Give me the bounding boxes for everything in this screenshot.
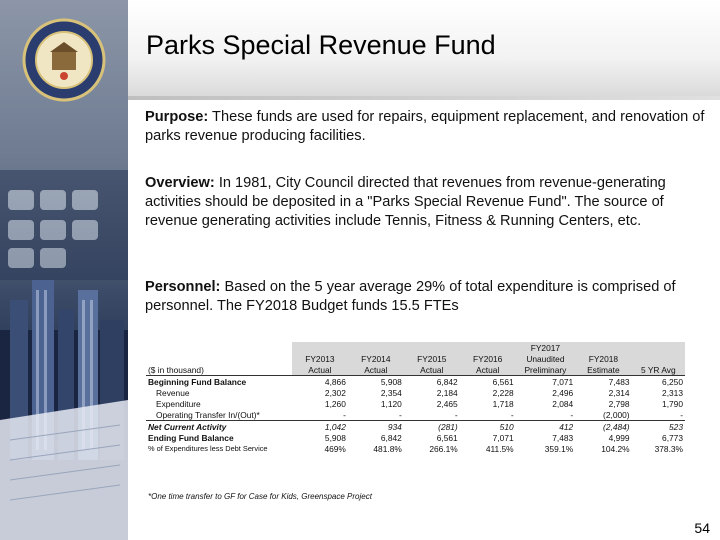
table-header-cell: FY2018: [575, 353, 631, 364]
table-units-label: ($ in thousand): [148, 365, 204, 375]
table-cell: 2,084: [552, 398, 574, 409]
table-header-cell: Actual: [292, 364, 348, 376]
overview-text: In 1981, City Council directed that revenues from revenue-generating activities should be deposited in a "Parks Special Revenue Fund". The source of revenue generating activities include Tennis, Fitness & Running Centers, etc.: [145, 175, 666, 229]
table-cell: 6,842: [380, 432, 402, 443]
purpose-label: Purpose:: [145, 109, 209, 125]
table-cell: 2,798: [608, 398, 630, 409]
table-cell: 7,071: [516, 376, 576, 388]
table-cell: 5,908: [324, 432, 346, 443]
table-cell: 7,483: [575, 376, 631, 388]
table-cell: -: [510, 409, 514, 420]
table-cell: 1,718: [492, 398, 514, 409]
table-header-cell: [292, 342, 348, 353]
overview-label: Overview:: [145, 175, 215, 191]
table-footnote: *One time transfer to GF for Case for Kids, Greenspace Project: [148, 492, 372, 501]
table-row-label: Net Current Activity: [146, 421, 292, 433]
table-row: [146, 421, 685, 433]
table-cell: 2,496: [552, 387, 574, 398]
table-row-label: Beginning Fund Balance: [146, 376, 292, 388]
table-cell: 2,354: [380, 387, 402, 398]
table-row: [146, 398, 685, 409]
slide-title: Parks Special Revenue Fund: [146, 30, 496, 60]
table-header-cell: [575, 342, 631, 353]
table-cell: (281): [404, 421, 460, 433]
table-cell: -: [343, 409, 346, 420]
fund-summary-table-image: [140, 340, 685, 510]
table-cell: 6,561: [460, 376, 516, 388]
table-cell: (2,000): [603, 409, 630, 420]
table-cell: 2,313: [662, 387, 683, 398]
table-row: [146, 409, 685, 421]
table-row-label: Ending Fund Balance: [148, 432, 234, 443]
table-cell: 934: [348, 421, 404, 433]
table-header-cell: Unaudited: [516, 353, 576, 364]
table-row: [146, 432, 685, 443]
table-header-cell: FY2015: [404, 353, 460, 364]
overview-paragraph: [145, 174, 705, 231]
table-cell: 5,908: [348, 376, 404, 388]
table-header-cell: Estimate: [575, 364, 631, 376]
header-divider: [128, 96, 720, 100]
purpose-text: These funds are used for repairs, equipment replacement, and renovation of parks revenue producing facilities.: [145, 109, 705, 144]
table-header-cell: Actual: [460, 364, 516, 376]
personnel-paragraph: [145, 278, 705, 316]
table-cell: 1,790: [662, 398, 683, 409]
table-row: [146, 387, 685, 398]
table-cell: 1,120: [380, 398, 402, 409]
table-cell: 2,228: [492, 387, 514, 398]
table-cell: 411.5%: [485, 443, 514, 454]
table-row: [146, 443, 685, 454]
table-header-cell: [460, 342, 516, 353]
table-header-cell: FY2016: [460, 353, 516, 364]
table-cell: 266.1%: [429, 443, 458, 454]
table-cell: 523: [632, 421, 685, 433]
table-cell: 6,250: [632, 376, 685, 388]
purpose-paragraph: [145, 108, 705, 146]
table-header-cell: [404, 342, 460, 353]
table-cell: 2,314: [608, 387, 630, 398]
table-cell: -: [570, 409, 574, 420]
table-header-cell: [348, 342, 404, 353]
table-cell: 6,842: [404, 376, 460, 388]
table-row-label: % of Expenditures less Debt Service: [148, 444, 268, 453]
table-cell: 2,184: [436, 387, 458, 398]
table-cell: 104.2%: [601, 443, 630, 454]
table-cell: 1,042: [292, 421, 348, 433]
table-header-row: [146, 342, 685, 353]
table-cell: 4,866: [292, 376, 348, 388]
table-row-label: Expenditure: [156, 398, 201, 409]
table-header-cell: FY2013: [292, 353, 348, 364]
city-seal-icon: [22, 18, 106, 102]
table-cell: (2,484): [575, 421, 631, 433]
table-cell: 4,999: [608, 432, 630, 443]
table-cell: 359.1%: [544, 443, 574, 454]
table-cell: 469%: [324, 443, 346, 454]
table-cell: 6,773: [662, 432, 683, 443]
table-cell: 510: [460, 421, 516, 433]
table-header-cell: Preliminary: [516, 364, 576, 376]
table-cell: 2,302: [324, 387, 346, 398]
table-header-cell: FY2017: [516, 342, 576, 353]
decorative-sidebar-image: [0, 0, 128, 540]
table-row-label: Revenue: [156, 387, 190, 398]
table-header-row: [146, 364, 685, 376]
fund-summary-table: [146, 342, 685, 454]
table-cell: 1,260: [324, 398, 346, 409]
table-cell: 6,561: [436, 432, 458, 443]
table-header-cell: [146, 342, 292, 353]
table-cell: 7,483: [552, 432, 574, 443]
table-header-cell: [146, 353, 292, 364]
table-row-label: Operating Transfer In/(Out)*: [156, 409, 260, 420]
table-cell: 378.3%: [654, 443, 683, 454]
table-header-cell: Actual: [348, 364, 404, 376]
personnel-label: Personnel:: [145, 279, 221, 295]
table-cell: -: [680, 409, 683, 420]
table-header-cell: FY2014: [348, 353, 404, 364]
table-cell: 7,071: [492, 432, 514, 443]
personnel-text: Based on the 5 year average 29% of total expenditure is comprised of personnel. The FY2018 Budget funds 15.5 FTEs: [145, 279, 676, 314]
page-number: 54: [694, 520, 710, 536]
table-row: [146, 376, 685, 388]
table-header-row: [146, 353, 685, 364]
table-header-cell: Actual: [404, 364, 460, 376]
table-header-cell: 5 YR Avg: [632, 364, 685, 376]
table-header-cell: [632, 342, 685, 353]
table-header-cell: [632, 353, 685, 364]
table-cell: -: [399, 409, 402, 420]
table-cell: 412: [516, 421, 576, 433]
table-cell: -: [454, 409, 458, 420]
table-cell: 2,465: [436, 398, 458, 409]
table-cell: 481.8%: [373, 443, 402, 454]
